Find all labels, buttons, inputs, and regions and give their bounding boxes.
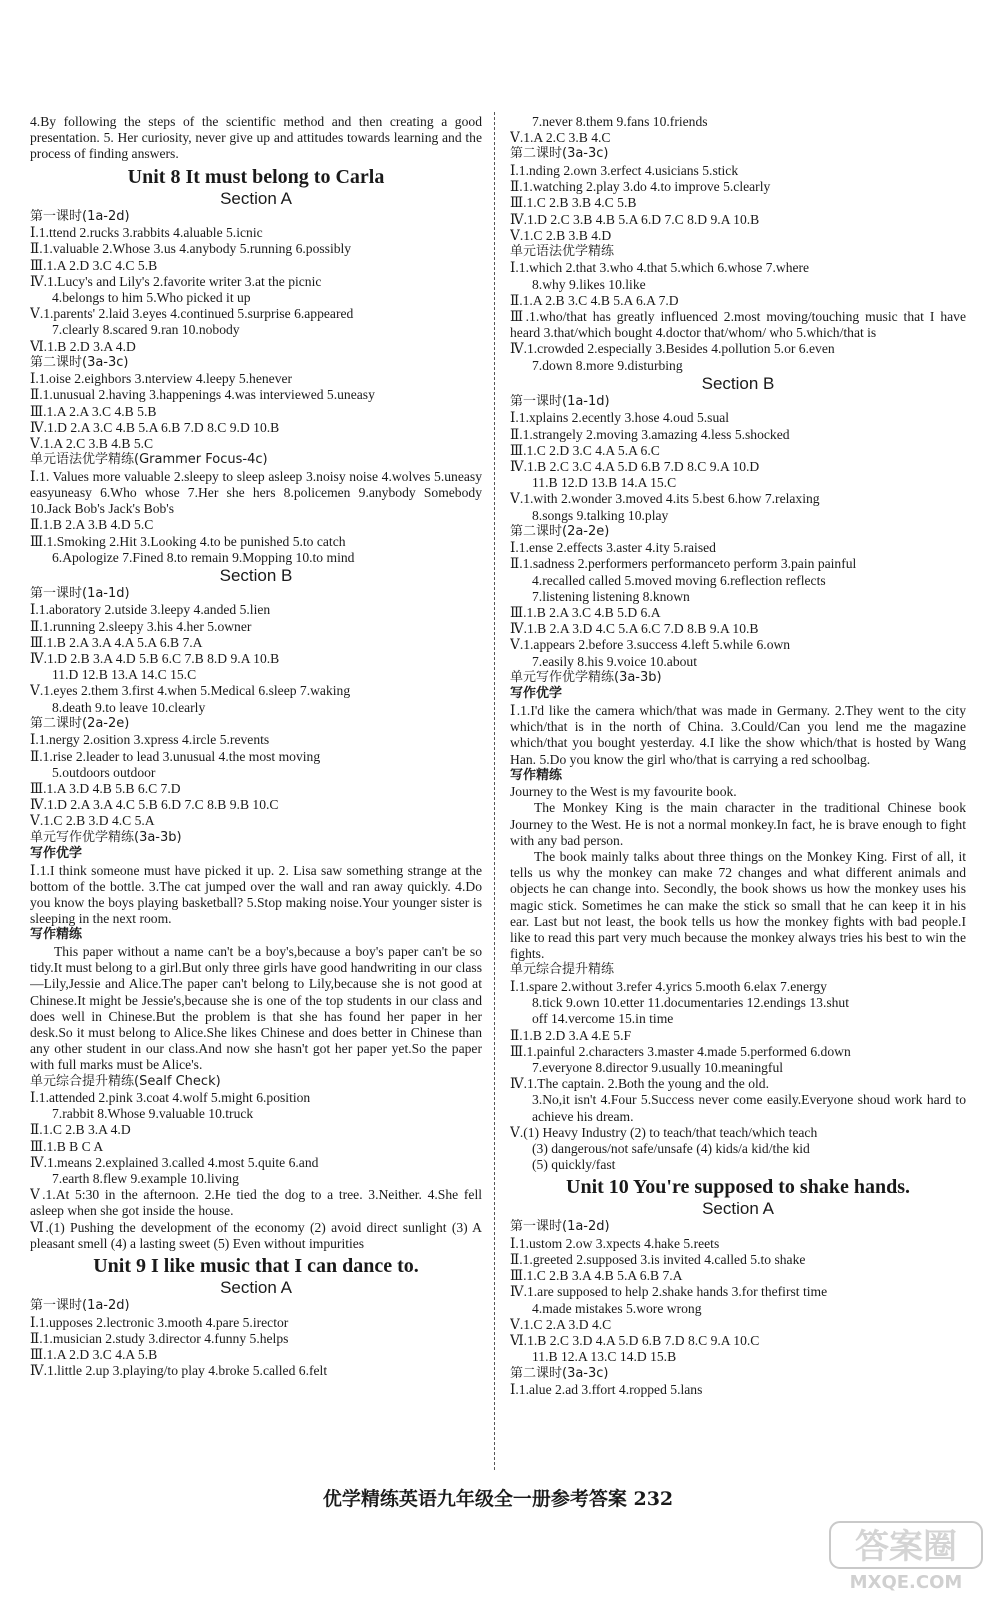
answer-line: Ⅲ.1.Smoking 2.Hit 3.Looking 4.to be punished 5.to catch: [30, 533, 346, 549]
answer-line: Ⅱ.1.greeted 2.supposed 3.is invited 4.called 5.to shake: [510, 1252, 806, 1268]
answer-line: Ⅱ.1.watching 2.play 3.do 4.to improve 5.clearly: [510, 179, 771, 195]
section-title: Section B: [219, 565, 293, 585]
answer-line: Ⅱ.1.musician 2.study 3.director 4.funny 5.helps: [30, 1330, 289, 1346]
answer-line: 7.easily 8.his 9.voice 10.about: [532, 653, 697, 669]
answer-line: Ⅳ.1.D 2.A 3.C 4.B 5.A 6.B 7.D 8.C 9.D 10.B: [30, 419, 280, 435]
answer-line: 8.why 9.likes 10.like: [532, 276, 646, 292]
answer-line: Ⅲ.1.B 2.A 3.A 4.A 5.A 6.B 7.A: [30, 634, 203, 650]
answer-line: Ⅲ.1.B 2.A 3.C 4.B 5.D 6.A: [510, 605, 661, 621]
answer-line: Ⅰ.1.alue 2.ad 3.ffort 4.ropped 5.lans: [510, 1382, 703, 1397]
section-title: Section A: [220, 188, 292, 208]
answer-line: Ⅴ.1.appears 2.before 3.success 4.left 5.while 6.own: [510, 637, 791, 653]
answer-line: Ⅱ.1.unusual 2.having 3.happenings 4.was interviewed 5.uneasy: [30, 387, 375, 403]
answer-line: (5) quickly/fast: [532, 1157, 616, 1173]
lesson-heading: 单元综合提升精练(Sealf Check): [30, 1073, 221, 1089]
answer-line: Ⅱ.1.valuable 2.Whose 3.us 4.anybody 5.running 6.possibly: [30, 241, 352, 257]
answer-line: Ⅴ.1.parents' 2.laid 3.eyes 4.continued 5.surprise 6.appeared: [30, 306, 354, 322]
answer-line: 8.songs 9.talking 10.play: [532, 507, 669, 523]
answer-line: Ⅴ.(1) Heavy Industry (2) to teach/that teach/which teach: [510, 1124, 818, 1140]
answer-line: 8.death 9.to leave 10.clearly: [52, 699, 206, 715]
unit-title: Unit 10 You're supposed to shake hands.: [566, 1176, 910, 1199]
answer-line: Ⅳ.1.B 2.A 3.D 4.C 5.A 6.C 7.D 8.B 9.A 10.B: [510, 621, 759, 637]
answer-line: Ⅱ.1.strangely 2.moving 3.amazing 4.less 5.shocked: [510, 426, 790, 442]
answer-line: Ⅵ.1.B 2.C 3.D 4.A 5.D 6.B 7.D 8.C 9.A 10.C: [510, 1333, 760, 1349]
answer-line: 7.never 8.them 9.fans 10.friends: [532, 114, 708, 129]
answer-line: 6.Apologize 7.Fined 8.to remain 9.Mopping 10.to mind: [52, 549, 355, 565]
lesson-heading: 第二课时(3a-3c): [510, 1365, 609, 1381]
answer-line: off 14.vercome 15.in time: [532, 1011, 674, 1027]
answer-line: Ⅴ.1.with 2.wonder 3.moved 4.its 5.best 6.how 7.relaxing: [510, 491, 820, 507]
answer-line: Ⅰ.1.xplains 2.ecently 3.hose 4.oud 5.sual: [510, 410, 730, 426]
answer-text: 4.By following the steps of the scientific method and then creating a good presentation. 5. Her curiosity, never give up and attitudes towards learning and the process of finding answers.: [30, 114, 482, 162]
answer-text: Ⅴ.1.At 5:30 in the afternoon. 2.He tied the dog to a tree. 3.Neither. 4.She fell asleep when she got inside the house.: [30, 1187, 482, 1219]
answer-line: Ⅲ.1.A 2.A 3.C 4.B 5.B: [30, 403, 157, 419]
lesson-heading: 第一课时(1a-2d): [30, 1298, 130, 1314]
answer-line: 11.B 12.D 13.B 14.A 15.C: [532, 475, 677, 491]
answer-line: Ⅳ.1.crowded 2.especially 3.Besides 4.pollution 5.or 6.even: [510, 341, 835, 357]
answer-line: Ⅵ.1.B 2.D 3.A 4.D: [30, 338, 136, 354]
answer-line: Ⅲ.1.A 2.D 3.C 4.C 5.B: [30, 257, 158, 273]
answer-line: Ⅳ.1.D 2.B 3.A 4.D 5.B 6.C 7.B 8.D 9.A 10.B: [30, 651, 280, 667]
answer-text: Ⅳ.1.Lucy's and Lily's 2.favorite writer 3.at the picnic: [30, 273, 322, 289]
answer-text: 4.belongs to him 5.Who picked it up: [52, 289, 251, 305]
essay-paragraph: The Monkey King is the main character in the traditional Chinese book Journey to the West. He is not a normal monkey.In fact, he is brave enough to fight with any bad person.: [510, 800, 966, 848]
answer-line: Ⅰ.1.aboratory 2.utside 3.leepy 4.anded 5.lien: [30, 602, 271, 618]
watermark-top-text: 答案圈: [855, 1527, 957, 1567]
subheading: 写作精练: [510, 767, 563, 783]
right-column: [510, 114, 966, 1398]
lesson-heading: 第一课时(1a-1d): [510, 393, 610, 409]
page-footer: 优学精练英语九年级全一册参考答案 232: [322, 1488, 674, 1510]
answer-line: Ⅰ.1.ustom 2.ow 3.xpects 4.hake 5.reets: [510, 1235, 720, 1251]
answer-line: Ⅳ.1.means 2.explained 3.called 4.most 5.quite 6.and: [30, 1154, 319, 1170]
answer-line: Ⅰ.1.attended 2.pink 3.coat 4.wolf 5.might 6.position: [30, 1090, 311, 1106]
lesson-heading: 单元写作优学精练(3a-3b): [30, 829, 182, 845]
answer-line: 7.listening listening 8.known: [532, 588, 690, 604]
essay-paragraph: This paper without a name can't be a boy's,because a boy's paper can't be so tidy.It must belong to a girl.But only three girls have good handwriting in our class—Lily,Jessie and Alice.The paper can't belong to Lily,because she is not good at Chinese.It might be Jessie's,because she is one of the top students in our class and does well in Chinese.But the problem is that she has found her paper in her desk.So it must belong to Alice.She likes Chinese and does better in Chinese than any other student in our class.And now she hasn't got her paper yet.So the paper with full marks must be Alice's.: [30, 943, 482, 1073]
answer-line: (3) dangerous/not safe/unsafe (4) kids/a kid/the kid: [532, 1140, 810, 1156]
answer-line: 7.earth 8.flew 9.example 10.living: [52, 1171, 239, 1187]
answer-text: 3.No,it isn't 4.Four 5.Success never come easily.Everyone shoud work hard to achieve his dream.: [532, 1092, 966, 1124]
answer-line: Ⅲ.1.C 2.D 3.C 4.A 5.A 6.C: [510, 442, 660, 458]
essay-paragraph: The book mainly talks about three things on the Monkey King. First of all, it tells us why the monkey can make 72 changes and what different animals and objects he can change into. Secondly, the book shows us how the monkey uses his magic stick. Sometimes he can make the stick so small that he can keep it in his ear. Last but not least, the book tells us how the monkey fights with bad people.I like to read this part very much because the monkey always tries his best to win the fights.: [510, 849, 966, 962]
answer-line: Ⅱ.1.running 2.sleepy 3.his 4.her 5.owner: [30, 618, 252, 634]
section-title: Section A: [702, 1199, 774, 1219]
column-divider: [494, 112, 495, 1470]
answer-line: Ⅲ.1.C 2.B 3.A 4.B 5.A 6.B 7.A: [510, 1268, 683, 1284]
answer-line: Ⅲ.1.painful 2.characters 3.master 4.made 5.performed 6.down: [510, 1043, 851, 1059]
answer-line: Ⅴ.1.C 2.B 3.D 4.C 5.A: [30, 813, 155, 829]
answer-line: 4.made mistakes 5.wore wrong: [532, 1300, 702, 1316]
lesson-heading: 第二课时(2a-2e): [30, 715, 130, 731]
answer-text: Ⅰ.1. Values more valuable 2.sleepy to sleep asleep 3.noisy noise 4.wolves 5.uneasy easyuneasy 6.Who whose 7.Her she hers 8.policemen 9.anybody Somebody 10.Jack Bob's Jack's Bob's: [30, 468, 482, 517]
answer-line: Ⅰ.1.nergy 2.osition 3.xpress 4.ircle 5.revents: [30, 732, 270, 748]
answer-line: Ⅴ.1.C 2.A 3.D 4.C: [510, 1316, 612, 1332]
answer-line: Ⅲ.1.A 2.D 3.C 4.A 5.B: [30, 1346, 158, 1362]
answer-line: 11.B 12.A 13.C 14.D 15.B: [532, 1349, 677, 1365]
answer-line: Ⅱ.1.rise 2.leader to lead 3.unusual 4.the most moving: [30, 748, 321, 764]
answer-text: Ⅰ.1.I think someone must have picked it up. 2. Lisa saw something strange at the bottom of the bottle. 3.The cat jumped over the wall and ran away quickly. 4.Do you know the boys playing basketball? 5.Stop making noise.Your younger sister is sleeping in the next room.: [30, 862, 482, 927]
answer-line: Ⅰ.1.spare 2.without 3.refer 4.yrics 5.mooth 6.elax 7.energy: [510, 978, 827, 994]
lesson-heading: 第二课时(3a-3c): [30, 354, 129, 370]
answer-line: 7.down 8.more 9.disturbing: [532, 357, 683, 373]
lesson-heading: 第二课时(3a-3c): [510, 146, 609, 162]
unit-title: Unit 9 I like music that I can dance to.: [93, 1255, 419, 1278]
lesson-heading: 第二课时(2a-2e): [510, 523, 610, 539]
answer-text: Ⅰ.1.I'd like the camera which/that was made in Germany. 2.They went to the city which/that is in the north of China. 3.Could/Can you lend me the magazine which/that you bought yesterday. 4.I like the show which/that is hosted by Wang Han. 5.Do you know the girl who/that is carrying a red schoolbag.: [510, 702, 966, 767]
answer-line: 8.tick 9.own 10.etter 11.documentaries 12.endings 13.shut: [532, 995, 850, 1011]
answer-line: Ⅳ.1.D 2.C 3.B 4.B 5.A 6.D 7.C 8.D 9.A 10.B: [510, 211, 760, 227]
lesson-heading: 第一课时(1a-2d): [510, 1219, 610, 1235]
answer-line: Ⅰ.1.ense 2.effects 3.aster 4.ity 5.raised: [510, 540, 716, 556]
watermark-bottom-text: MXQE.COM: [849, 1572, 963, 1593]
answer-line: Ⅴ.1.C 2.B 3.B 4.D: [510, 227, 612, 243]
answer-line: Ⅴ.1.eyes 2.them 3.first 4.when 5.Medical 6.sleep 7.waking: [30, 683, 351, 699]
lesson-heading: 第一课时(1a-1d): [30, 585, 130, 601]
lesson-heading: 单元写作优学精练(3a-3b): [510, 669, 662, 685]
answer-line: Ⅳ.1.D 2.A 3.A 4.C 5.B 6.D 7.C 8.B 9.B 10.C: [30, 797, 279, 813]
answer-line: Ⅰ.1.upposes 2.lectronic 3.mooth 4.pare 5.irector: [30, 1314, 289, 1330]
answer-line: 7.clearly 8.scared 9.ran 10.nobody: [52, 322, 240, 338]
lesson-heading: 第一课时(1a-2d): [30, 208, 130, 224]
answer-line: Ⅲ.1.A 3.D 4.B 5.B 6.C 7.D: [30, 781, 181, 796]
watermark-logo: [826, 1518, 986, 1594]
answer-line: Ⅲ.1.B B C A: [30, 1138, 104, 1154]
answer-line: Ⅰ.1.nding 2.own 3.erfect 4.usicians 5.stick: [510, 162, 739, 178]
lesson-heading: 单元综合提升精练: [510, 962, 615, 978]
answer-text: Ⅲ.1.who/that has greatly influenced 2.most moving/touching music that I have heard 3.that/which bought 4.doctor that/whom/ who 5.which/that is: [510, 309, 966, 341]
answer-text: Ⅵ.(1) Pushing the development of the economy (2) avoid direct sunlight (3) A pleasant smell (4) a lasting sweet (5) Even without impurities: [30, 1219, 482, 1251]
answer-line: 4.recalled called 5.moved moving 6.reflection reflects: [532, 572, 826, 588]
left-column: [30, 114, 482, 1379]
answer-line: Ⅱ.1.sadness 2.performers performanceto perform 3.pain painful: [510, 556, 857, 572]
answer-line: Journey to the West is my favourite book.: [510, 784, 737, 800]
lesson-heading: 单元语法优学精练: [510, 243, 615, 259]
section-title: Section A: [220, 1278, 292, 1298]
subheading: 写作精练: [30, 927, 83, 943]
answer-line: Ⅴ.1.A 2.C 3.B 4.B 5.C: [30, 436, 154, 452]
answer-line: Ⅰ.1.oise 2.eighbors 3.nterview 4.leepy 5.henever: [30, 371, 293, 387]
answer-line: Ⅱ.1.B 2.D 3.A 4.E 5.F: [510, 1027, 632, 1043]
answer-line: Ⅲ.1.C 2.B 3.B 4.C 5.B: [510, 195, 637, 211]
answer-line: 7.everyone 8.director 9.usually 10.meaningful: [532, 1059, 784, 1075]
answer-text: Ⅳ.1.are supposed to help 2.shake hands 3.for thefirst time: [510, 1284, 828, 1300]
answer-line: 5.outdoors outdoor: [52, 764, 156, 780]
answer-line: Ⅴ.1.A 2.C 3.B 4.C: [510, 130, 611, 146]
answer-line: Ⅰ.1.which 2.that 3.who 4.that 5.which 6.whose 7.where: [510, 260, 810, 276]
subheading: 写作优学: [30, 846, 83, 862]
unit-title: Unit 8 It must belong to Carla: [127, 165, 385, 188]
answer-line: Ⅱ.1.C 2.B 3.A 4.D: [30, 1122, 131, 1138]
answer-line: Ⅳ.1.little 2.up 3.playing/to play 4.broke 5.called 6.felt: [30, 1363, 328, 1379]
answer-line: Ⅳ.1.B 2.C 3.C 4.A 5.D 6.B 7.D 8.C 9.A 10.D: [510, 458, 760, 474]
lesson-heading: 单元语法优学精练(Grammer Focus-4c): [30, 452, 268, 468]
answer-line: Ⅱ.1.B 2.A 3.B 4.D 5.C: [30, 517, 154, 533]
answer-line: 7.rabbit 8.Whose 9.valuable 10.truck: [52, 1106, 254, 1122]
answer-line: Ⅰ.1.ttend 2.rucks 3.rabbits 4.aluable 5.icnic: [30, 225, 263, 241]
answer-line: Ⅱ.1.A 2.B 3.C 4.B 5.A 6.A 7.D: [510, 292, 679, 308]
section-title: Section B: [701, 373, 775, 393]
subheading: 写作优学: [510, 686, 563, 702]
answer-line: Ⅳ.1.The captain. 2.Both the young and the old.: [510, 1076, 769, 1092]
answer-line: 11.D 12.B 13.A 14.C 15.C: [52, 667, 197, 683]
